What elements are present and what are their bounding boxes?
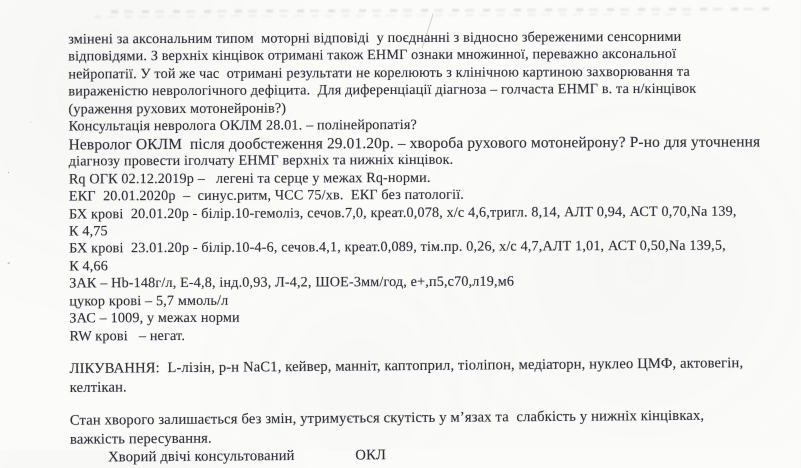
document-line: БХ крові 23.01.20р - білір.10-4-6, сечов.4,1, креат.0,089, тім.пр. 0,26, х/с 4,7,АЛТ 1,01, АСТ 0,50,Na 139,5, bbox=[69, 238, 726, 257]
document-line: ЗАС – 1009, у межах норми bbox=[69, 309, 240, 327]
document-line: Невролог ОКЛМ після дообстеження 29.01.20р. – хвороба рухового мотонейрону? Р-но для уточнення bbox=[68, 133, 761, 154]
document-line: ЕКГ 20.01.2020р – синус.ритм, ЧСС 75/хв. ЕКГ без патології. bbox=[68, 186, 465, 205]
document-line-cut-off: Хворий двічі консультований ОКЛ bbox=[108, 447, 387, 466]
document-line: К 4,66 bbox=[69, 258, 108, 275]
document-line: ЛІКУВАННЯ: L-лізін, р-н NaC1, кейвер, манніт, каптоприл, тіоліпон, медіаторн, нуклео ЦМФ, актовегін, bbox=[69, 355, 744, 378]
document-line: ЗАК – Hb-148г/л, Е-4,8, інд.0,93, Л-4,2, ШОЕ-3мм/год, е+,п5,с70,л19,м6 bbox=[69, 273, 515, 292]
document-line: відповідями. З верхніх кінцівок отримані також ЕНМГ ознаки множинної, переважно аксональної bbox=[68, 46, 677, 65]
document-line: вираженістю неврологічного дефіцита. Для диференціації діагноза – голчаста ЕНМГ в. та н/кінцівок bbox=[68, 81, 697, 100]
document-line: Стан хворого залишається без змін, утримується скутість у м’язах та слабкість у нижніх кінцівках, bbox=[69, 407, 705, 429]
scan-speck-artifact: · bbox=[6, 167, 11, 179]
scan-speck-artifact: , bbox=[5, 256, 15, 267]
document-line: (ураження рухових мотонейронів?) bbox=[68, 100, 287, 118]
document-line: важкість пересування. bbox=[69, 430, 212, 448]
patient-status-paragraph bbox=[70, 406, 792, 467]
treatment-paragraph bbox=[70, 354, 792, 398]
document-line: БХ крові 20.01.20р - білір.10-гемоліз, сечов.7,0, креат.0,078, х/с 4,6,тригл. 8,14, АЛТ 0,94, АСТ 0,70,Na 139, bbox=[68, 203, 737, 222]
bleed-through-text-artifact bbox=[94, 13, 694, 19]
document-line: діагнозу провести іголчату ЕНМГ верхніх та нижніх кінцівок. bbox=[68, 151, 454, 170]
document-line: змінені за аксональним типом моторні відповіді у поєднанні з відносно збереженими сенсорними bbox=[68, 28, 682, 48]
clinical-findings-paragraph bbox=[68, 28, 791, 345]
document-line: келтікан. bbox=[69, 379, 127, 397]
document-line: К 4,75 bbox=[68, 223, 108, 240]
scan-speck-artifact: · bbox=[29, 117, 33, 127]
document-line: Rq ОГК 02.12.2019р – легені та серце у межах Rq-норми. bbox=[68, 169, 431, 188]
document-line: цукор крові – 5,7 ммоль/л bbox=[69, 292, 229, 310]
document-line: RW крові – негат. bbox=[69, 327, 186, 345]
document-line: нейропатії. У той же час отримані результати не корелюють з клінічною картиною захворювання та bbox=[68, 63, 690, 83]
document-line: Консультація невролога ОКЛМ 28.01. – полінейропатія? bbox=[68, 117, 417, 135]
